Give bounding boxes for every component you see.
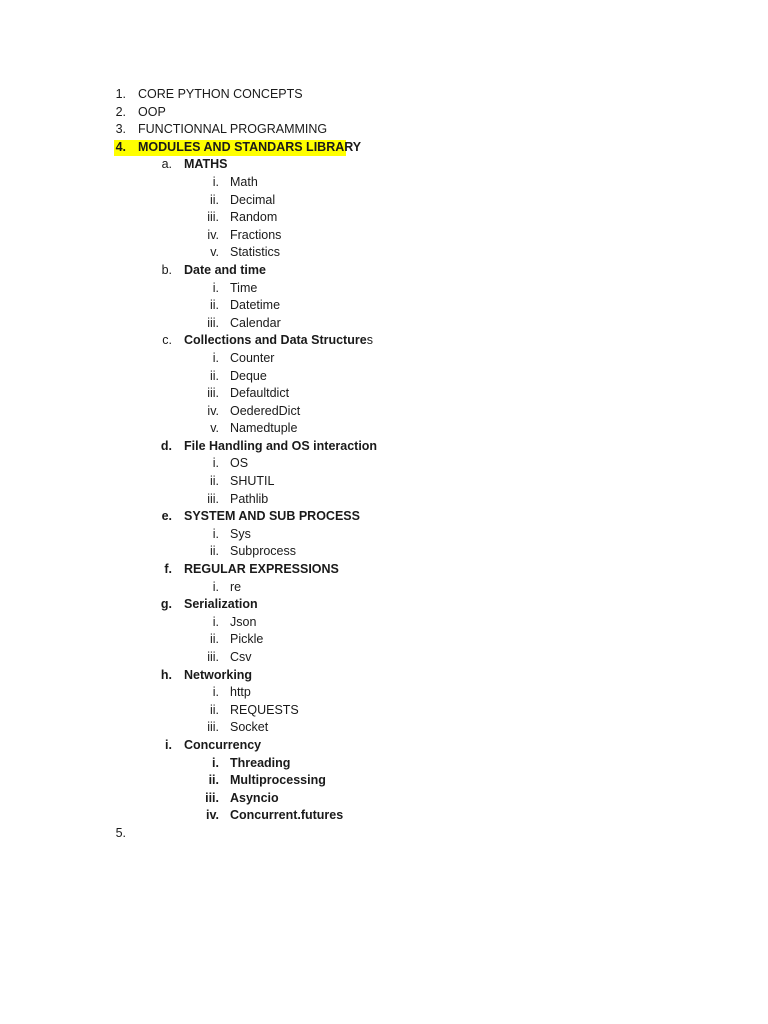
list-item-label: Subprocess — [230, 544, 297, 559]
list-item — [0, 631, 768, 649]
list-marker: ii. — [209, 544, 219, 559]
list-item-label: SHUTIL — [230, 474, 275, 489]
list-marker: iv. — [207, 403, 219, 418]
sublist-heading-label: MATHS — [184, 157, 228, 172]
list-marker: i. — [212, 280, 219, 295]
list-item-label: Deque — [230, 368, 267, 383]
list-item-label: Json — [230, 614, 257, 629]
list-item-label: MODULES AND STANDARS LIBRARY — [138, 139, 362, 154]
list-item — [0, 86, 768, 104]
list-marker: ii. — [209, 368, 219, 383]
list-item — [0, 227, 768, 245]
list-item — [0, 368, 768, 386]
sublist-heading-label: Serialization — [184, 597, 258, 612]
list-marker: c. — [162, 333, 172, 348]
list-item — [0, 244, 768, 262]
sublist-heading — [0, 561, 768, 579]
list-marker: i. — [212, 350, 219, 365]
list-marker: a. — [161, 157, 172, 172]
list-marker: e. — [161, 509, 172, 524]
list-item-label: OS — [230, 456, 249, 471]
sublist-heading-label: SYSTEM AND SUB PROCESS — [184, 509, 360, 524]
list-marker: i. — [212, 614, 219, 629]
list-marker: f. — [164, 562, 172, 577]
list-marker: ii. — [209, 192, 219, 207]
list-item-label: http — [230, 685, 251, 700]
sublist-heading-label — [184, 332, 373, 350]
document-page — [0, 86, 768, 843]
list-item — [0, 790, 768, 808]
list-item-label: Random — [230, 210, 278, 225]
list-item-label: OederedDict — [230, 403, 301, 418]
list-marker: h. — [160, 667, 172, 682]
sublist-heading-label-tail: s — [366, 333, 373, 348]
list-marker: ii. — [209, 702, 219, 717]
list-item-label: Time — [230, 280, 258, 295]
sublist-heading — [0, 596, 768, 614]
list-item-label: Concurrent.futures — [230, 808, 344, 823]
list-item — [0, 403, 768, 421]
list-marker: ii. — [209, 474, 219, 489]
list-item-label: Statistics — [230, 245, 281, 260]
list-marker: iii. — [207, 210, 219, 225]
sublist-heading — [0, 332, 768, 350]
list-marker: iv. — [206, 808, 219, 823]
sublist-heading — [0, 508, 768, 526]
sublist-heading-label: File Handling and OS interaction — [184, 438, 378, 453]
list-item-label: Calendar — [230, 315, 281, 330]
list-item-label: Decimal — [230, 192, 276, 207]
list-item — [0, 614, 768, 632]
list-item — [0, 315, 768, 333]
list-marker: i. — [212, 755, 219, 770]
list-item — [0, 104, 768, 122]
list-marker: i. — [212, 526, 219, 541]
list-item — [0, 579, 768, 597]
sublist-heading — [0, 438, 768, 456]
list-item — [0, 491, 768, 509]
list-marker: iii. — [207, 650, 219, 664]
list-marker: iii. — [205, 790, 219, 805]
list-item — [0, 192, 768, 210]
sublist-heading — [0, 737, 768, 755]
sublist-heading-label: Concurrency — [184, 737, 262, 752]
list-item-label: Math — [230, 174, 258, 189]
list-marker: 2. — [115, 104, 126, 119]
list-item — [0, 526, 768, 544]
list-item-label: re — [230, 579, 242, 594]
sublist-heading — [0, 667, 768, 685]
list-item-label: Threading — [230, 755, 291, 770]
list-marker: iii. — [207, 491, 219, 506]
list-marker: iii. — [207, 720, 219, 735]
list-marker: 4. — [115, 139, 126, 154]
sublist-heading-label-bold: Collections and Data Structure — [184, 333, 367, 348]
list-item-label: CORE PYTHON CONCEPTS — [138, 87, 303, 101]
list-marker: iii. — [207, 315, 219, 330]
list-item — [0, 807, 768, 825]
list-marker: b. — [161, 262, 172, 277]
list-item-label: Namedtuple — [230, 421, 298, 436]
list-marker: v. — [210, 421, 219, 436]
sublist-heading-label: REGULAR EXPRESSIONS — [184, 562, 339, 577]
list-item-label: Multiprocessing — [230, 773, 326, 788]
list-marker: 3. — [115, 122, 126, 137]
list-marker: g. — [160, 597, 172, 612]
list-item — [0, 543, 768, 561]
list-marker: i. — [212, 579, 219, 594]
list-marker: i. — [212, 456, 219, 471]
list-marker: iii. — [207, 386, 219, 401]
list-item-highlighted — [0, 139, 768, 157]
sublist-heading — [0, 262, 768, 280]
list-marker: v. — [210, 245, 219, 260]
list-item-label: Datetime — [230, 298, 281, 313]
list-item — [0, 174, 768, 192]
list-item-label: REQUESTS — [230, 702, 299, 717]
list-item-label: Defaultdict — [230, 386, 290, 401]
list-marker: 1. — [115, 87, 126, 101]
list-item — [0, 121, 768, 139]
list-item-label: Sys — [230, 526, 251, 541]
list-item-label: Fractions — [230, 227, 282, 242]
list-item-label: Asyncio — [230, 790, 279, 805]
sublist-heading-label: Date and time — [184, 262, 266, 277]
list-item-label: Counter — [230, 350, 275, 365]
list-item-label: Csv — [230, 650, 252, 664]
list-item-label: Pickle — [230, 632, 264, 647]
list-marker: ii. — [209, 298, 219, 313]
list-item — [0, 473, 768, 491]
sublist-heading-label: Networking — [184, 667, 253, 682]
list-item — [0, 719, 768, 737]
sublist-heading — [0, 156, 768, 174]
list-item — [0, 420, 768, 438]
list-item — [0, 684, 768, 702]
list-item — [0, 755, 768, 773]
list-marker: 5. — [115, 825, 126, 840]
list-marker: i. — [212, 685, 219, 700]
list-marker: i. — [165, 737, 172, 752]
list-marker: d. — [160, 438, 172, 453]
list-item — [0, 702, 768, 720]
list-item — [0, 772, 768, 790]
list-item — [0, 350, 768, 368]
list-item-label: OOP — [138, 104, 166, 119]
list-item — [0, 280, 768, 298]
list-item — [0, 649, 768, 667]
list-item — [0, 385, 768, 403]
list-item — [0, 209, 768, 227]
list-item-label: FUNCTIONNAL PROGRAMMING — [138, 122, 328, 137]
list-marker: ii. — [209, 632, 219, 647]
list-item — [0, 297, 768, 315]
list-item-label: Socket — [230, 720, 269, 735]
list-marker: ii. — [208, 773, 219, 788]
list-item-label: Pathlib — [230, 491, 269, 506]
list-item — [0, 825, 768, 843]
list-marker: i. — [212, 174, 219, 189]
list-item — [0, 455, 768, 473]
list-marker: iv. — [207, 227, 219, 242]
